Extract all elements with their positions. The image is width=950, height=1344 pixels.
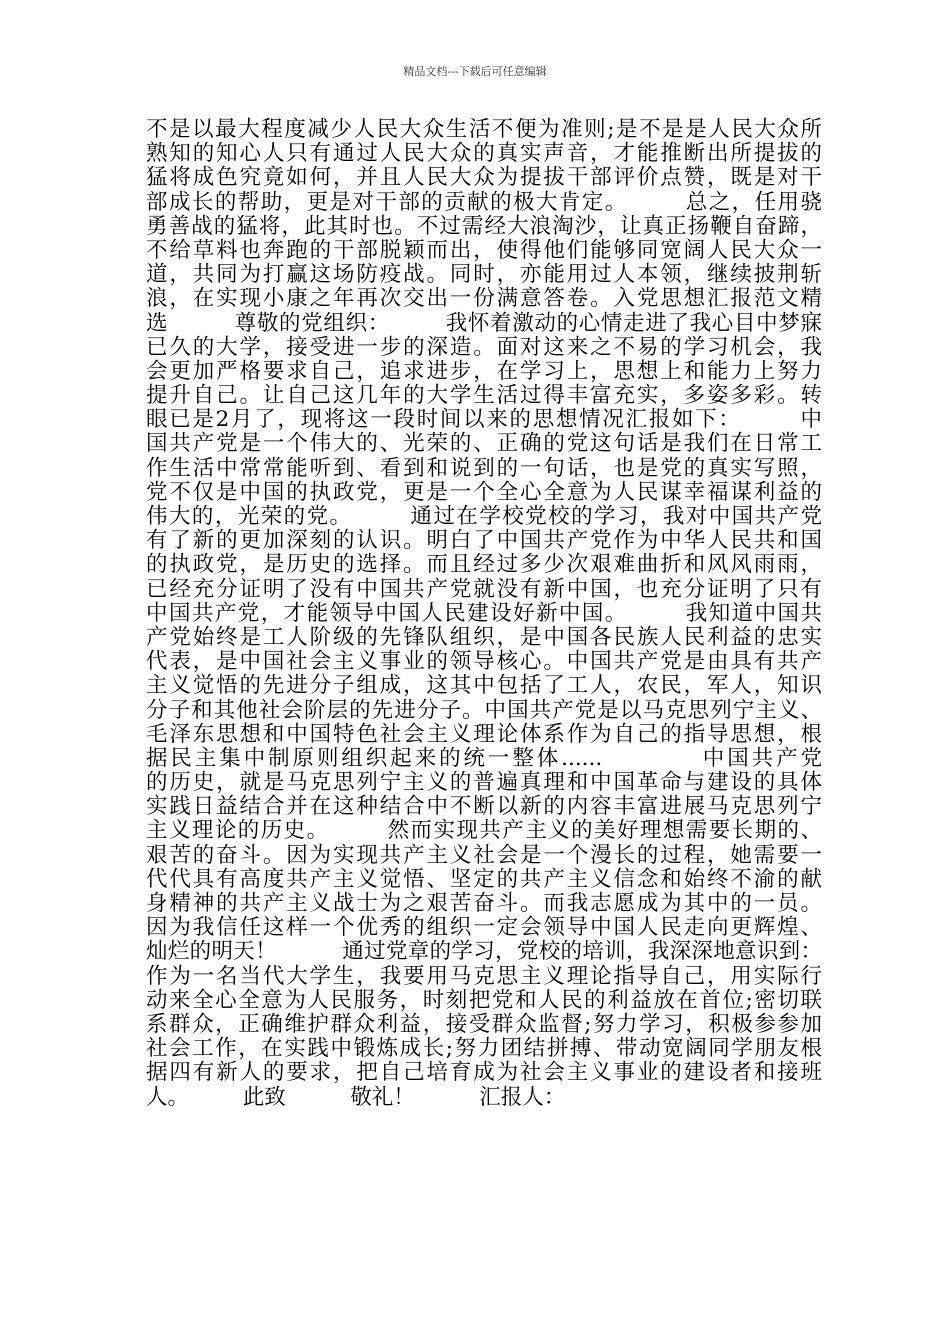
document-line: 熟知的知心人只有通过人民大众的真实声音，才能推断出所提拔的 xyxy=(146,141,822,167)
document-line: 毛泽东思想和中国特色社会主义理论体系作为自己的指导思想，根 xyxy=(146,721,822,747)
document-line: 系群众，正确维护群众利益，接受群众监督;努力学习，积极参参加 xyxy=(146,1011,822,1037)
document-line: 灿烂的明天！ 通过党章的学习，党校的培训，我深深地意识到： xyxy=(146,939,822,965)
document-line: 分子和其他社会阶层的先进分子。中国共产党是以马克思列宁主义、 xyxy=(146,697,822,723)
document-line: 选 尊敬的党组织： 我怀着激动的心情走进了我心目中梦寐 xyxy=(146,310,822,336)
document-line: 的历史，就是马克思列宁主义的普遍真理和中国革命与建设的具体 xyxy=(146,770,822,796)
document-line: 部成长的帮助，更是对干部的贡献的极大肯定。 总之，任用骁 xyxy=(146,189,822,215)
document-line: 人。 此致 敬礼！ 汇报人： xyxy=(146,1084,566,1110)
document-line: 动来全心全意为人民服务，时刻把党和人民的利益放在首位;密切联 xyxy=(146,987,822,1013)
document-line: 会更加严格要求自己，追求进步，在学习上，思想上和能力上努力 xyxy=(146,358,822,384)
page-header: 精品文档---下载后可任意编辑 xyxy=(403,65,547,78)
document-line: 提升自己。让自己这几年的大学生活过得丰富充实，多姿多彩。转 xyxy=(146,383,822,409)
document-line: 作生活中常常能听到、看到和说到的一句话，也是党的真实写照， xyxy=(146,455,822,481)
document-line: 的执政党，是历史的选择。而且经过多少次艰难曲折和风风雨雨， xyxy=(146,552,822,578)
document-line: 道，共同为打赢这场防疫战。同时，亦能用过人本领，继续披荆斩 xyxy=(146,262,822,288)
document-line: 勇善战的猛将，此其时也。不过需经大浪淘沙，让真正扬鞭自奋蹄， xyxy=(146,213,822,239)
document-line: 艰苦的奋斗。因为实现共产主义社会是一个漫长的过程，她需要一 xyxy=(146,842,822,868)
document-line: 眼已是2月了，现将这一段时间以来的思想情况汇报如下： 中 xyxy=(146,407,822,433)
document-line: 据四有新人的要求，把自己培育成为社会主义事业的建设者和接班 xyxy=(146,1060,822,1086)
document-line: 代表，是中国社会主义事业的领导核心。中国共产党是由具有共产 xyxy=(146,649,822,675)
document-line: 浪，在实现小康之年再次交出一份满意答卷。入党思想汇报范文精 xyxy=(146,286,822,312)
document-line: 党不仅是中国的执政党，更是一个全心全意为人民谋幸福谋利益的 xyxy=(146,479,822,505)
document-line: 据民主集中制原则组织起来的统一整体...... 中国共产党 xyxy=(146,745,822,771)
document-line: 有了新的更加深刻的认识。明白了中国共产党作为中华人民共和国 xyxy=(146,528,822,554)
document-line: 不是以最大程度减少人民大众生活不便为准则;是不是是人民大众所 xyxy=(146,117,822,142)
document-line: 国共产党是一个伟大的、光荣的、正确的党这句话是我们在日常工 xyxy=(146,431,822,457)
document-line: 猛将成色究竟如何，并且人民大众为提拔干部评价点赞，既是对干 xyxy=(146,165,822,191)
document-body xyxy=(146,118,822,1110)
document-line: 不给草料也奔跑的干部脱颖而出，使得他们能够同宽阔人民大众一 xyxy=(146,237,822,263)
document-line: 因为我信任这样一个优秀的组织一定会领导中国人民走向更辉煌、 xyxy=(146,915,822,941)
document-line: 作为一名当代大学生，我要用马克思主义理论指导自己，用实际行 xyxy=(146,963,822,989)
document-line: 中国共产党，才能领导中国人民建设好新中国。 我知道中国共 xyxy=(146,600,822,626)
document-line: 伟大的，光荣的党。 通过在学校党校的学习，我对中国共产党 xyxy=(146,504,822,529)
document-line: 已经充分证明了没有中国共产党就没有新中国，也充分证明了只有 xyxy=(146,576,822,602)
document-line: 代代具有高度共产主义觉悟、坚定的共产主义信念和始终不渝的献 xyxy=(146,866,822,892)
document-line: 主义觉悟的先进分子组成，这其中包括了工人，农民，军人，知识 xyxy=(146,673,822,699)
document-line: 实践日益结合并在这种结合中不断以新的内容丰富进展马克思列宁 xyxy=(146,794,822,820)
document-line: 主义理论的历史。 然而实现共产主义的美好理想需要长期的、 xyxy=(146,818,822,844)
document-line: 社会工作，在实践中锻炼成长;努力团结拼搏、带动宽阔同学朋友根 xyxy=(146,1036,822,1062)
document-line: 已久的大学，接受进一步的深造。面对这来之不易的学习机会，我 xyxy=(146,334,822,360)
document-line: 身精神的共产主义战士为之艰苦奋斗。而我志愿成为其中的一员。 xyxy=(146,891,822,916)
document-line: 产党始终是工人阶级的先锋队组织，是中国各民族人民利益的忠实 xyxy=(146,624,822,650)
